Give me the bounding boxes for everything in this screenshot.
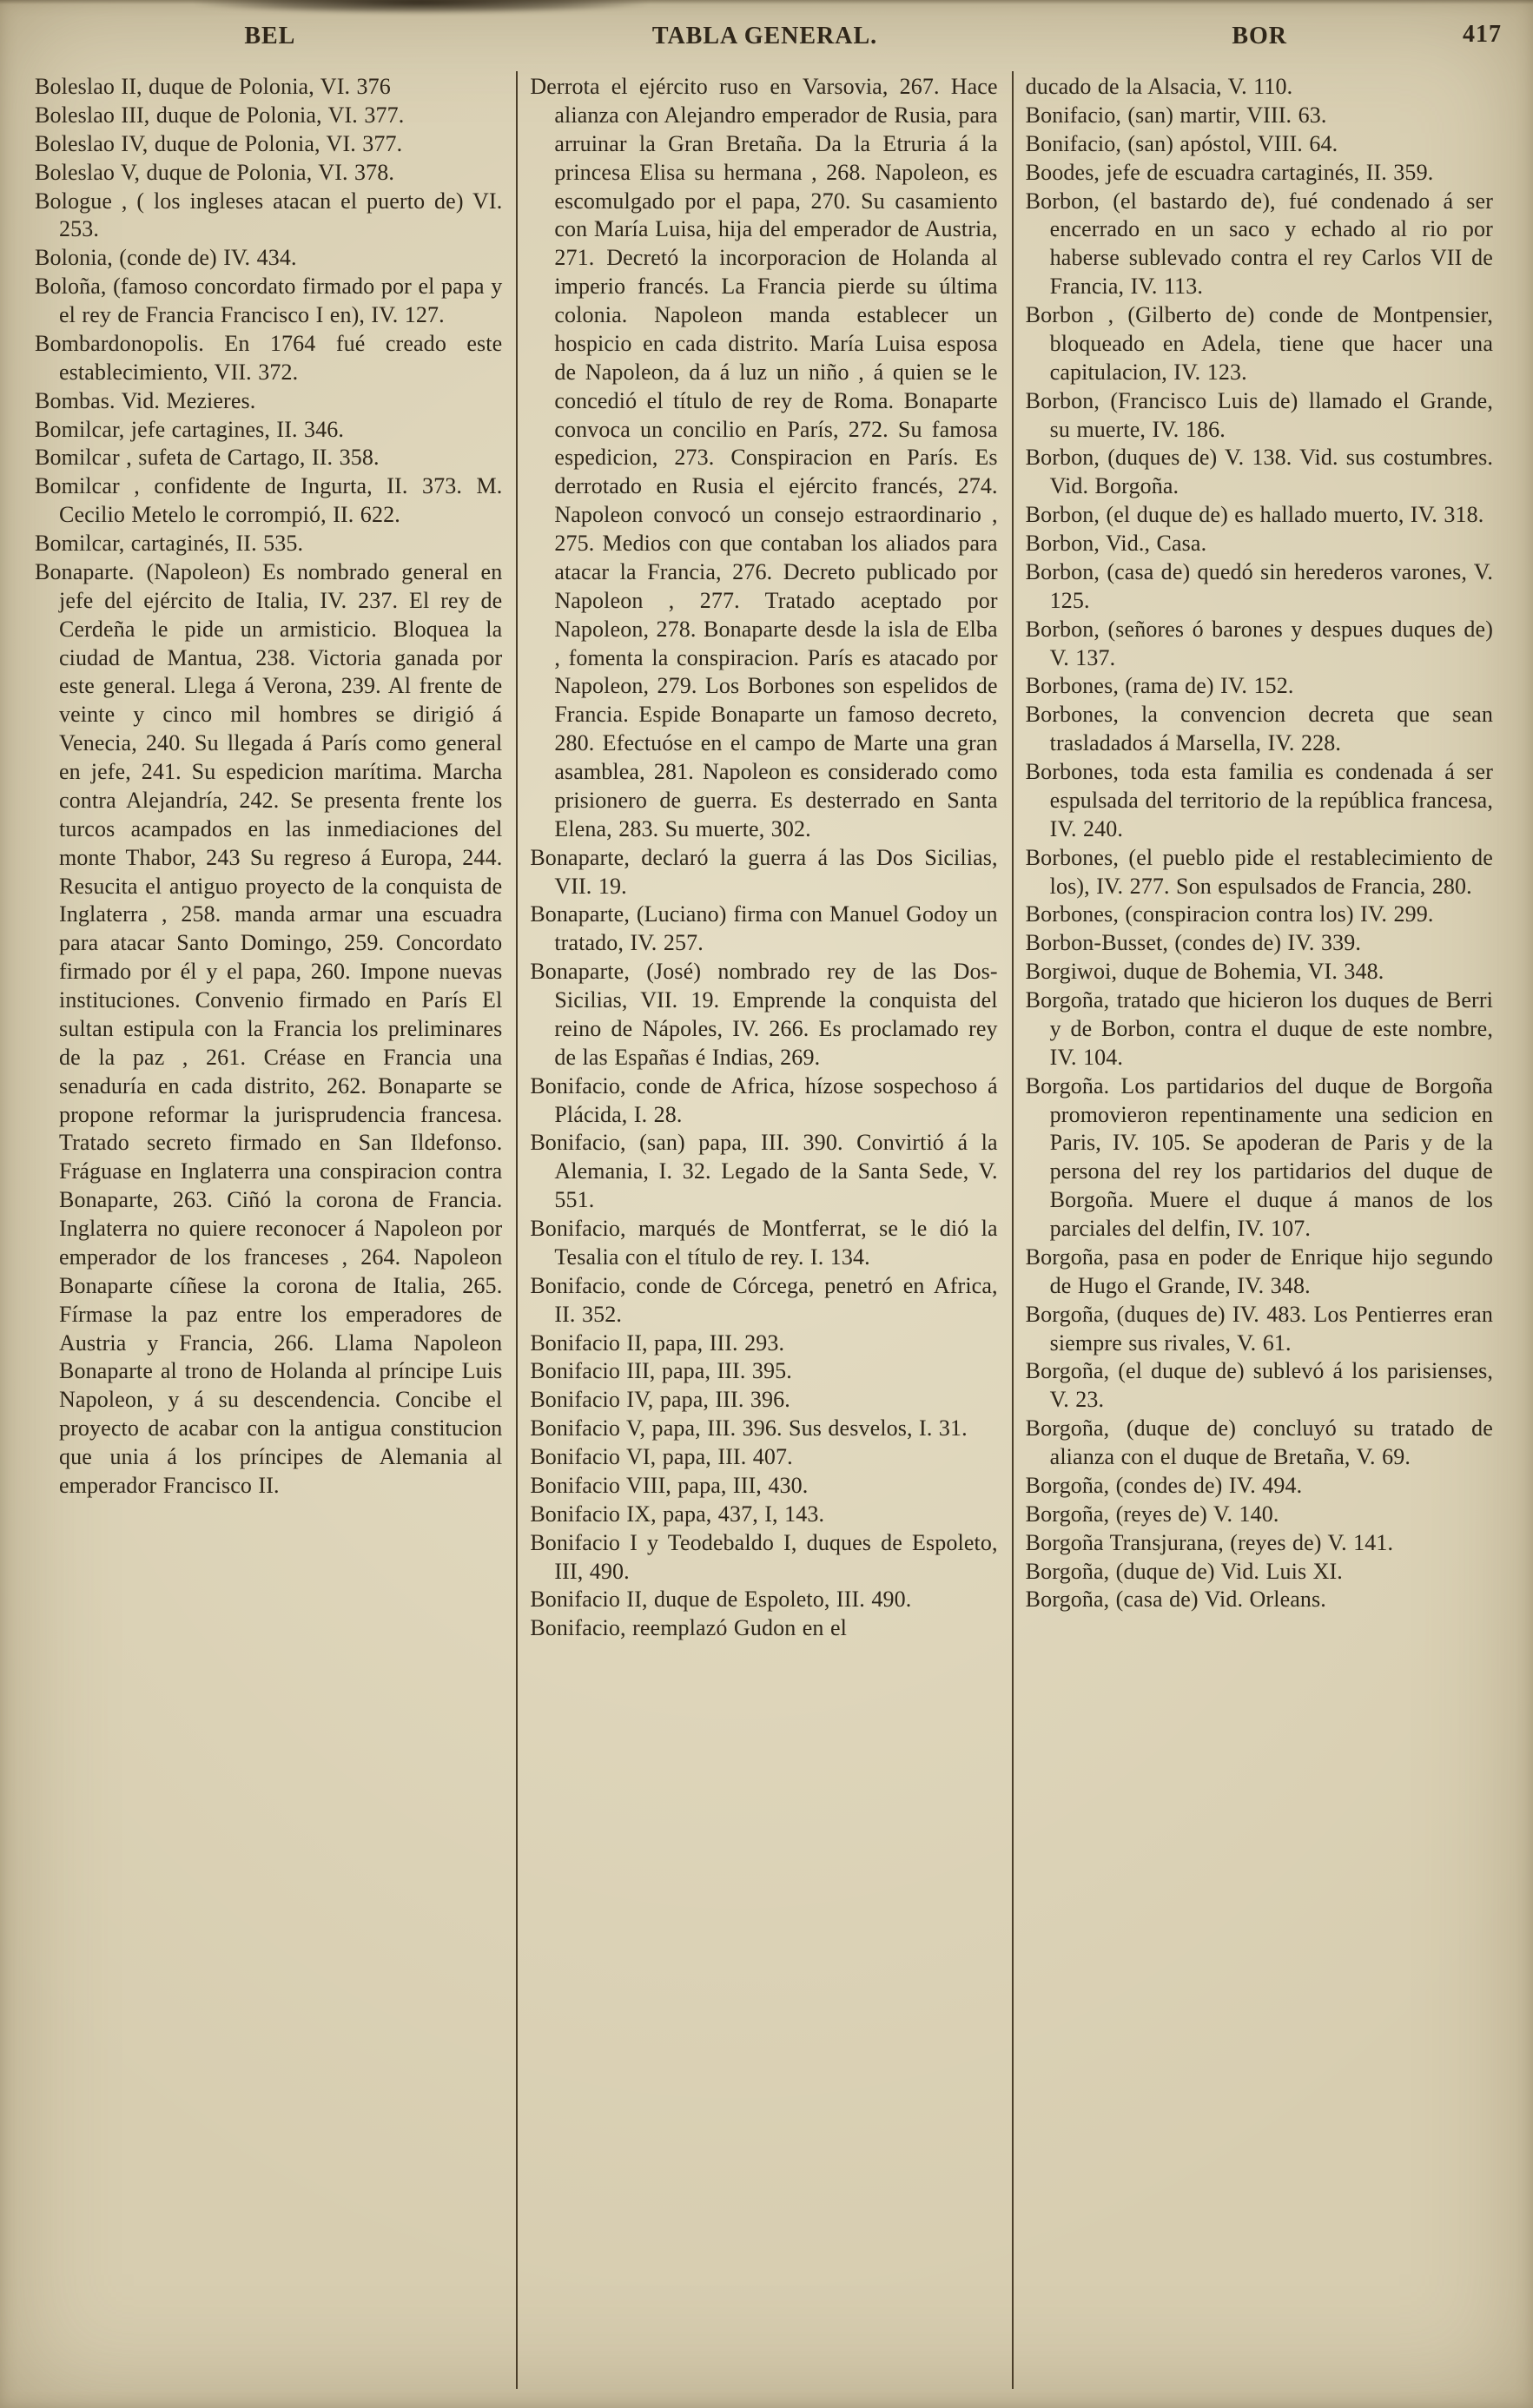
index-entry: Borgoña, (duque de) Vid. Luis XI.	[1025, 1558, 1343, 1584]
index-entry: Bolonia, (conde de) IV. 434.	[35, 245, 297, 271]
index-entry: Borgoña, (condes de) IV. 494.	[1025, 1472, 1303, 1498]
index-entry: Bonifacio I y Teodebaldo I, duques de Espoleto, III, 490.	[530, 1529, 998, 1584]
index-entry: Borgoña Transjurana, (reyes de) V. 141.	[1025, 1529, 1394, 1555]
index-entry: Bonifacio VI, papa, III. 407.	[530, 1444, 793, 1469]
index-column-2	[516, 71, 1011, 2389]
index-entry: Bomilcar, jefe cartagines, II. 346.	[35, 416, 345, 442]
scan-smudge-artifact	[195, 0, 647, 14]
index-entry: Bonifacio, conde de Africa, hízose sospechoso á Plácida, I. 28.	[530, 1072, 998, 1127]
index-entry: Bomilcar , confidente de Ingurta, II. 373. M. Cecilio Metelo le corrompió, II. 622.	[35, 473, 503, 528]
index-entry: Borbon, (el bastardo de), fué condenado á ser encerrado en un saco y echado al rio por haberse sublevado contra el rey Carlos VII de Francia, IV. 113.	[1025, 188, 1493, 300]
index-entry: Borgoña, (el duque de) sublevó á los parisienses, V. 23.	[1025, 1358, 1493, 1413]
index-entry: Boleslao V, duque de Polonia, VI. 378.	[35, 159, 395, 185]
index-entry: Bonifacio II, papa, III. 293.	[530, 1329, 785, 1356]
header-left-cell	[23, 23, 518, 50]
index-entry: Bonifacio, (san) apóstol, VIII. 64.	[1025, 130, 1338, 156]
index-entry: Bonifacio II, duque de Espoleto, III. 490.	[530, 1587, 912, 1613]
index-entry: Borgoña, tratado que hicieron los duques de Berri y de Borbon, contra el duque de este nombre, IV. 104.	[1025, 987, 1493, 1070]
index-entry: Bonaparte, (José) nombrado rey de las Dos-Sicilias, VII. 19. Emprende la conquista del reino de Nápoles, IV. 266. Es proclamado rey de las Españas é Indias, 269.	[530, 959, 998, 1070]
index-entry: Bonifacio, conde de Córcega, penetró en Africa, II. 352.	[530, 1272, 998, 1327]
index-entry: Borbones, (el pueblo pide el restablecimiento de los), IV. 277. Son espulsados de Francia, 280.	[1025, 844, 1493, 899]
index-entry: Borgoña. Los partidarios del duque de Borgoña promovieron repentinamente una sedicion en Paris, IV. 105. Se apoderan de Paris y de la persona del rey los partidarios del duque de Borgoña. Muere el duque á manos de los parciales del delfin, IV. 107.	[1025, 1072, 1493, 1241]
index-entry: Borgoña, (reyes de) V. 140.	[1025, 1501, 1279, 1527]
header-center-cell	[518, 23, 1013, 50]
index-entry: Borbon, (el duque de) es hallado muerto, IV. 318.	[1025, 502, 1484, 528]
index-entry: Borgoña, (casa de) Vid. Orleans.	[1025, 1587, 1326, 1613]
index-entry: Bonifacio IV, papa, III. 396.	[530, 1387, 790, 1413]
index-entry: Bonaparte. (Napoleon) Es nombrado general en jefe del ejército de Italia, IV. 237. El rey de Cerdeña le pide un armisticio. Bloquea la ciudad de Mantua, 238. Victoria ganada por este general. Llega á Verona, 239. Al frente de veinte y cinco mil hombres se dirigió á Venecia, 240. Su llegada á París como general en jefe, 241. Su espedicion marítima. Marcha contra Alejandría, 242. Se presenta frente los turcos acampados en las inmediaciones del monte Thabor, 243 Su regreso á Europa, 244. Resucita el antiguo proyecto de la conquista de Inglaterra , 258. manda armar una escuadra para atacar Santo Domingo, 259. Concordato firmado por él y el papa, 260. Impone nuevas instituciones. Convenio firmado en París El sultan estipula con la Francia los preliminares de la paz , 261. Créase en Francia una senaduría en cada distrito, 262. Bonaparte se propone reformar la jurisprudencia francesa. Tratado secreto firmado en San Ildefonso. Fráguase en Inglaterra una conspiracion contra Bonaparte, 263. Ciñó la corona de Francia. Inglaterra no quiere reconocer á Napoleon por emperador de los franceses , 264. Napoleon Bonaparte cíñese la corona de Italia, 265. Fírmase la paz entre los emperadores de Austria y Francia, 266. Llama Napoleon Bonaparte al trono de Holanda al príncipe Luis Napoleon, y á su descendencia. Concibe el proyecto de acabar con la antigua constitucion que unia á los príncipes de Alemania al emperador Francisco II.	[35, 558, 503, 1498]
index-entry: Derrota el ejército ruso en Varsovia, 267. Hace alianza con Alejandro emperador de Rusia, para arruinar la Gran Bretaña. Da la Etruria á la princesa Elisa su hermana , 268. Napoleon, es escomulgado por el papa, 270. Su casamiento con María Luisa, hija del emperador de Austria, 271. Decretó la incorporacion de Holanda al imperio francés. La Francia pierde su última colonia. Napoleon manda establecer un hospicio en cada distrito. María Luisa esposa de Napoleon, da á luz un niño , á quien se le concedió el título de rey de Roma. Bonaparte convoca un concilio en París, 272. Su famosa espedicion, 273. Conspiracion en París. Es derrotado en Rusia el ejército francés, 274. Napoleon convocó un consejo estraordinario , 275. Medios con que contaban los aliados para atacar la Francia, 276. Decreto publicado por Napoleon , 277. Tratado aceptado por Napoleon, 278. Bonaparte desde la isla de Elba , fomenta la conspiracion. París es atacado por Napoleon, 279. Los Borbones son espelidos de Francia. Espide Bonaparte un famoso decreto, 280. Efectuóse en el campo de Marte una gran asamblea, 281. Napoleon es considerado como prisionero de guerra. Es desterrado en Santa Elena, 283. Su muerte, 302.	[530, 74, 998, 841]
index-entry: Boodes, jefe de escuadra cartaginés, II. 359.	[1025, 159, 1434, 185]
index-entry: Bomilcar , sufeta de Cartago, II. 358.	[35, 445, 380, 471]
scan-edge-artifact	[0, 0, 1533, 4]
index-column-3	[1012, 71, 1507, 2389]
index-entry: Borbones, toda esta familia es condenada á ser espulsada del territorio de la república francesa, IV. 240.	[1025, 759, 1493, 841]
index-entry: Boleslao III, duque de Polonia, VI. 377.	[35, 102, 405, 128]
index-entry: Bonifacio, marqués de Montferrat, se le dió la Tesalia con el título de rey. I. 134.	[530, 1216, 998, 1270]
page-number: 417	[1463, 21, 1503, 48]
index-entry: Borbon-Busset, (condes de) IV. 339.	[1025, 930, 1361, 956]
index-entry: Borbon, (duques de) V. 138. Vid. sus costumbres. Vid. Borgoña.	[1025, 445, 1493, 499]
header-right-keyword: BOR	[1232, 23, 1288, 49]
index-entry: Borbon, Vid., Casa.	[1025, 531, 1207, 556]
index-entry: Borgoña, (duque de) concluyó su tratado de alianza con el duque de Bretaña, V. 69.	[1025, 1415, 1493, 1469]
index-entry: Bomilcar, cartaginés, II. 535.	[35, 531, 304, 556]
index-entry: Borgoña, pasa en poder de Enrique hijo segundo de Hugo el Grande, IV. 348.	[1025, 1244, 1493, 1298]
index-entry: Bonifacio III, papa, III. 395.	[530, 1358, 792, 1384]
page-title: TABLA GENERAL.	[651, 23, 878, 49]
index-entry: ducado de la Alsacia, V. 110.	[1025, 74, 1293, 99]
index-entry: Borbon , (Gilberto de) conde de Montpensier, bloqueado en Adela, tiene que hacer una capitulacion, IV. 123.	[1025, 302, 1493, 385]
index-entry: Borgiwoi, duque de Bohemia, VI. 348.	[1025, 959, 1384, 985]
header-right-cell	[1012, 23, 1507, 50]
index-entry: Borbones, (conspiracion contra los) IV. 299.	[1025, 901, 1434, 927]
header-left-keyword: BEL	[244, 23, 296, 49]
index-entry: Borbones, (rama de) IV. 152.	[1025, 673, 1294, 699]
index-entry: Bonaparte, (Luciano) firma con Manuel Godoy un tratado, IV. 257.	[530, 901, 998, 956]
index-entry: Borgoña, (duques de) IV. 483. Los Pentierres eran siempre sus rivales, V. 61.	[1025, 1301, 1493, 1356]
index-entry: Bonifacio IX, papa, 437, I, 143.	[530, 1501, 825, 1527]
index-entry: Bonifacio, (san) papa, III. 390. Convirtió á la Alemania, I. 32. Legado de la Santa Sede, V. 551.	[530, 1130, 998, 1213]
index-entry: Bonifacio VIII, papa, III, 430.	[530, 1472, 809, 1498]
index-columns	[23, 71, 1507, 2389]
index-entry: Bonifacio, (san) martir, VIII. 63.	[1025, 102, 1327, 128]
index-entry: Bonifacio, reemplazó Gudon en el	[530, 1615, 847, 1641]
index-entry: Bonifacio V, papa, III. 396. Sus desvelos, I. 31.	[530, 1415, 968, 1442]
index-column-1	[23, 71, 516, 2389]
index-entry: Boloña, (famoso concordato firmado por el papa y el rey de Francia Francisco I en), IV. 127.	[35, 274, 503, 327]
index-entry: Bombas. Vid. Mezieres.	[35, 387, 256, 413]
index-entry: Bombardonopolis. En 1764 fué creado este establecimiento, VII. 372.	[35, 330, 503, 385]
index-entry: Bologue , ( los ingleses atacan el puerto de) VI. 253.	[35, 188, 503, 242]
index-entry: Borbon, (señores ó barones y despues duques de) V. 137.	[1025, 616, 1493, 670]
index-entry: Boleslao II, duque de Polonia, VI. 376	[35, 74, 391, 99]
index-entry: Borbon, (Francisco Luis de) llamado el Grande, su muerte, IV. 186.	[1025, 387, 1493, 442]
index-entry: Bonaparte, declaró la guerra á las Dos Sicilias, VII. 19.	[530, 844, 998, 899]
index-entry: Boleslao IV, duque de Polonia, VI. 377.	[35, 130, 403, 156]
page-header	[23, 23, 1507, 71]
index-entry: Borbon, (casa de) quedó sin herederos varones, V. 125.	[1025, 558, 1493, 613]
index-entry: Borbones, la convencion decreta que sean trasladados á Marsella, IV. 228.	[1025, 702, 1493, 756]
